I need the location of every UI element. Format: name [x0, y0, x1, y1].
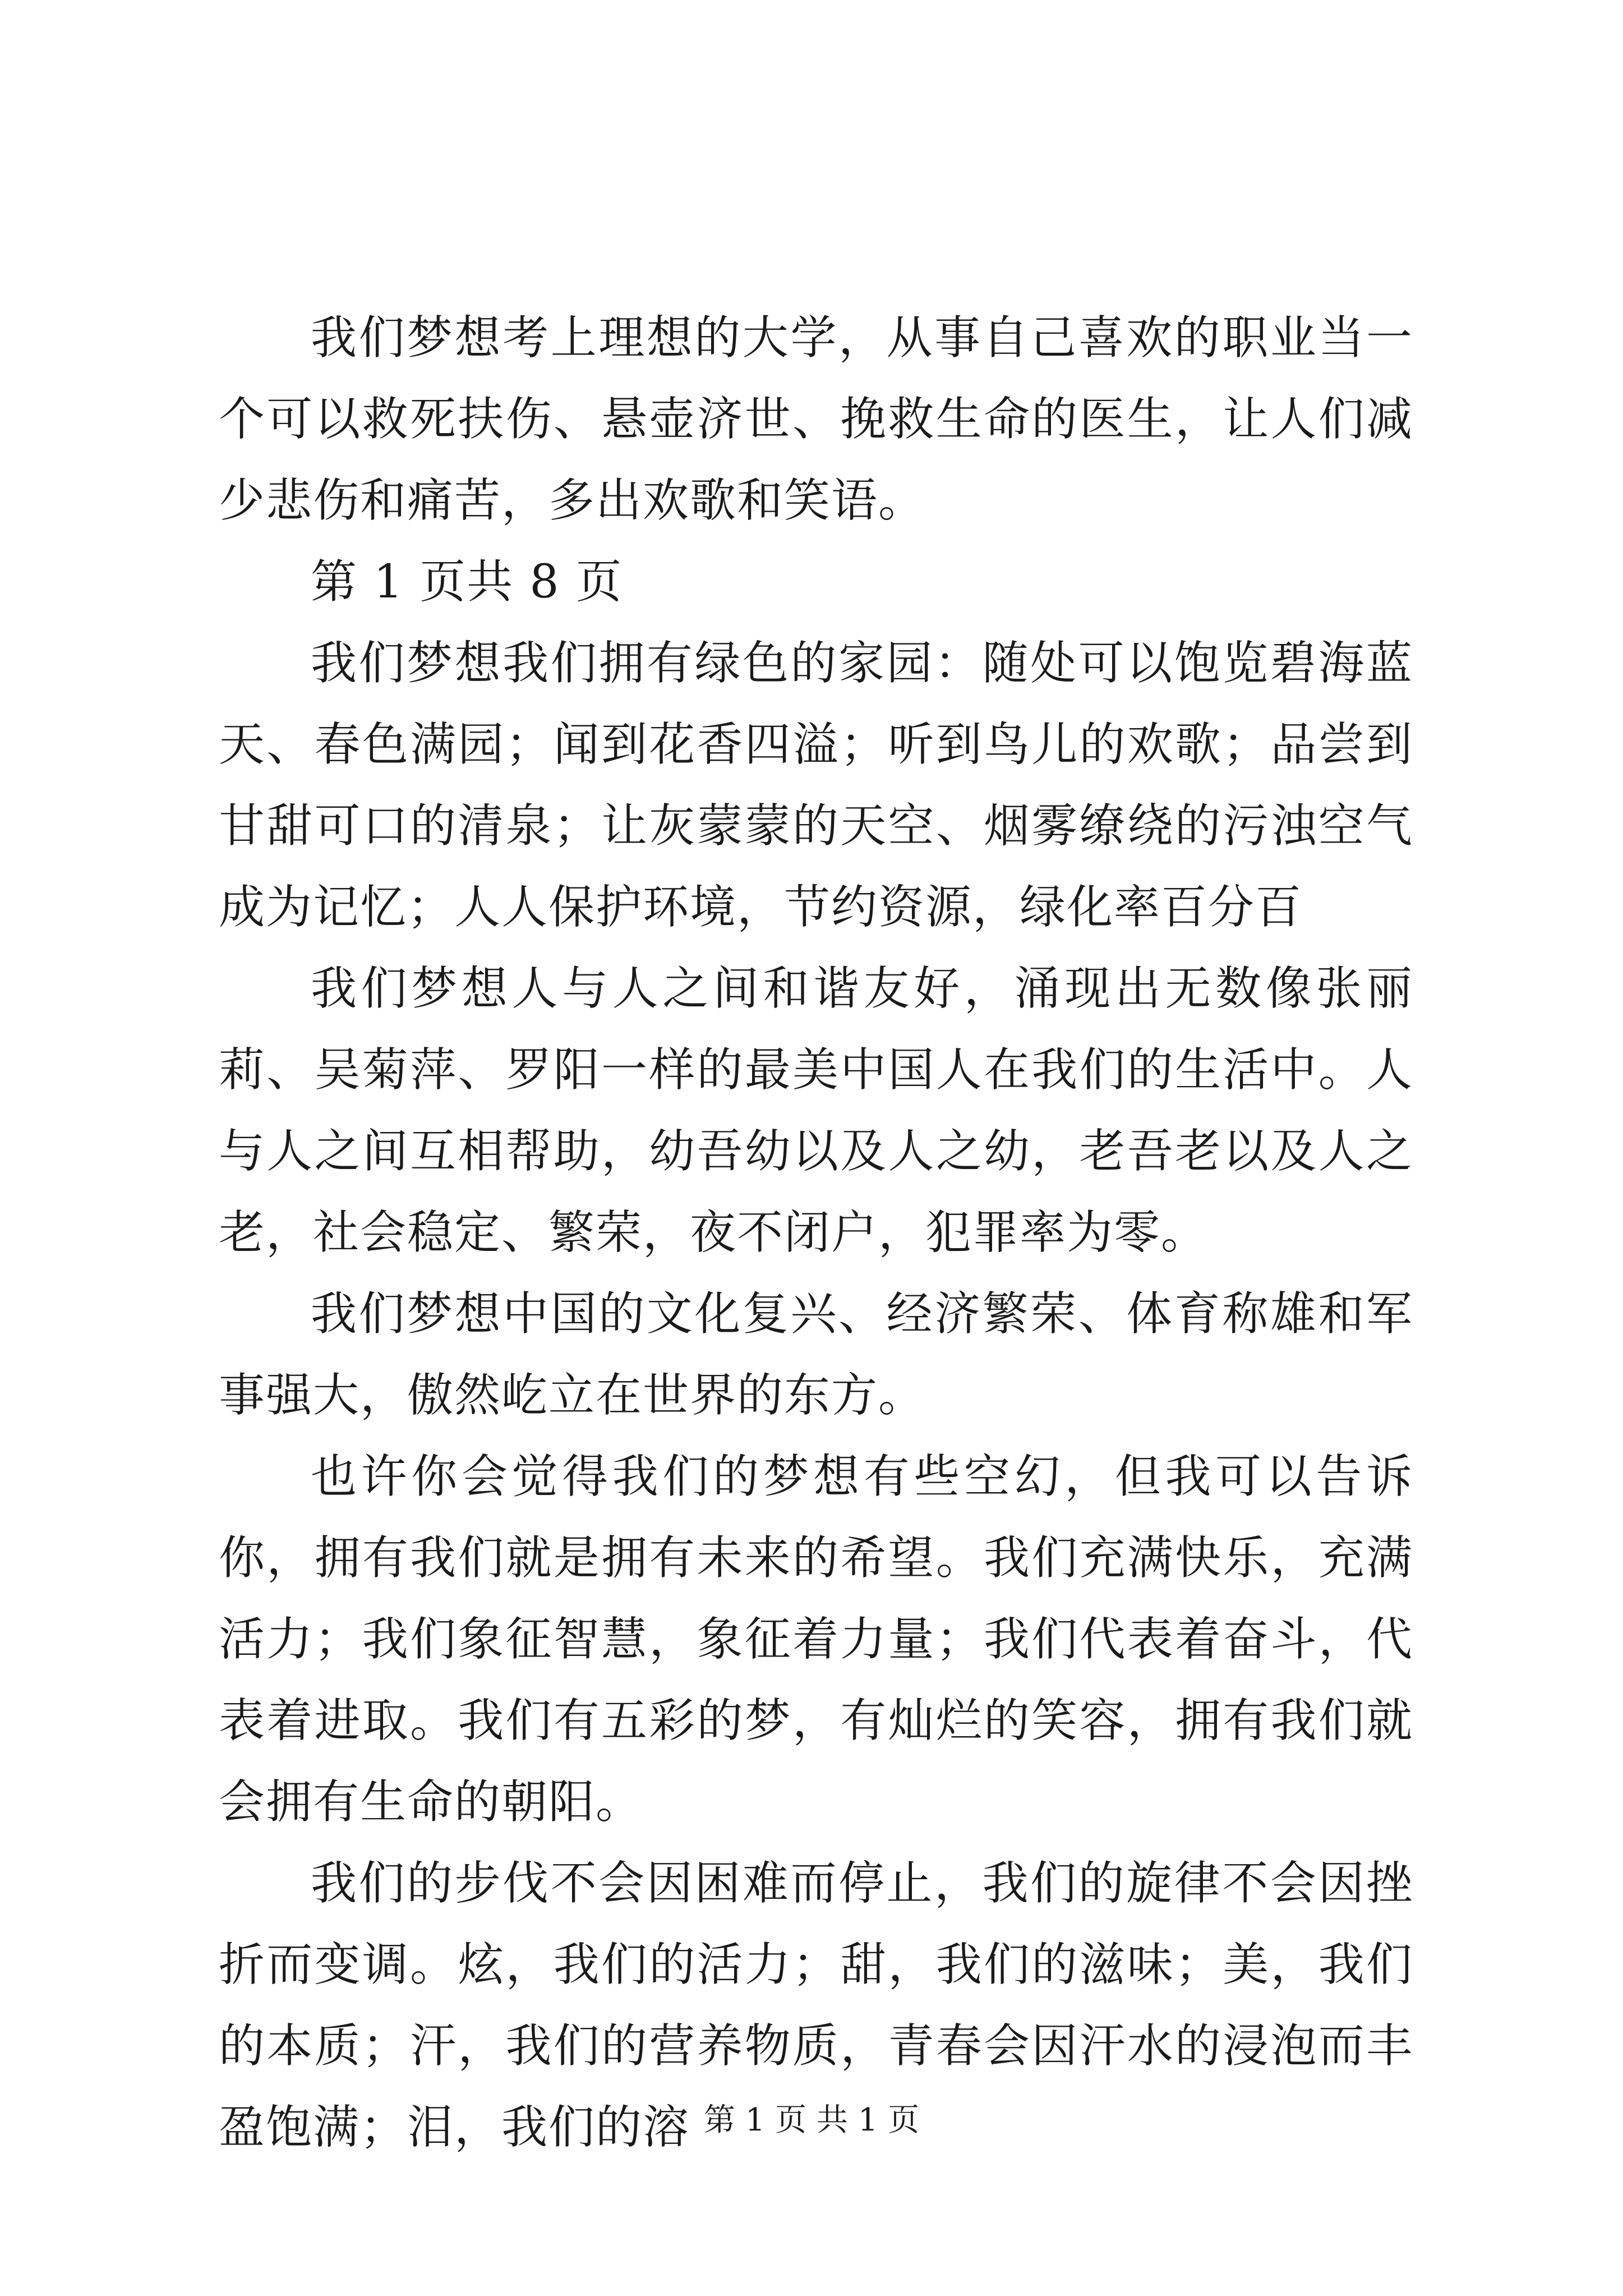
paragraph-green-home: 我们梦想我们拥有绿色的家园：随处可以饱览碧海蓝天、春色满园；闻到花香四溢；听到鸟儿的欢歌；品尝到甘甜可口的清泉；让灰蒙蒙的天空、烟雾缭绕的污浊空气成为记忆；人人保护环境，节约资源，绿化率百分百 [219, 637, 1413, 934]
paragraph-china-rise: 我们梦想中国的文化复兴、经济繁荣、体育称雄和军事强大，傲然屹立在世界的东方。 [219, 1287, 1413, 1422]
paragraph-harmony: 我们梦想人与人之间和谐友好，涌现出无数像张丽莉、吴菊萍、罗阳一样的最美中国人在我们的生活中。人与人之间互相帮助，幼吾幼以及人之幼，老吾老以及人之老，社会稳定、繁荣，夜不闭户，犯罪率为零。 [219, 962, 1413, 1259]
page-footer: 第 1 页 共 1 页 [703, 2102, 920, 2138]
paragraph-hope: 也许你会觉得我们的梦想有些空幻，但我可以告诉你，拥有我们就是拥有未来的希望。我们充满快乐，充满活力；我们象征智慧，象征着力量；我们代表着奋斗，代表着进取。我们有五彩的梦，有灿烂的笑容，拥有我们就会拥有生命的朝阳。 [219, 1450, 1413, 1829]
document-body [219, 297, 1413, 2168]
paragraph-dream-university: 我们梦想考上理想的大学，从事自己喜欢的职业当一个可以救死扶伤、悬壶济世、挽救生命的医生，让人们减少悲伤和痛苦，多出欢歌和笑语。 [219, 311, 1413, 527]
inline-page-marker: 第 1 页共 8 页 [311, 555, 623, 609]
paragraph-steps: 我们的步伐不会因困难而停止，我们的旋律不会因挫折而变调。炫，我们的活力；甜，我们的滋味；美，我们的本质；汗，我们的营养物质，青春会因汗水的浸泡而丰盈饱满；泪，我们的溶 [219, 1857, 1413, 2154]
